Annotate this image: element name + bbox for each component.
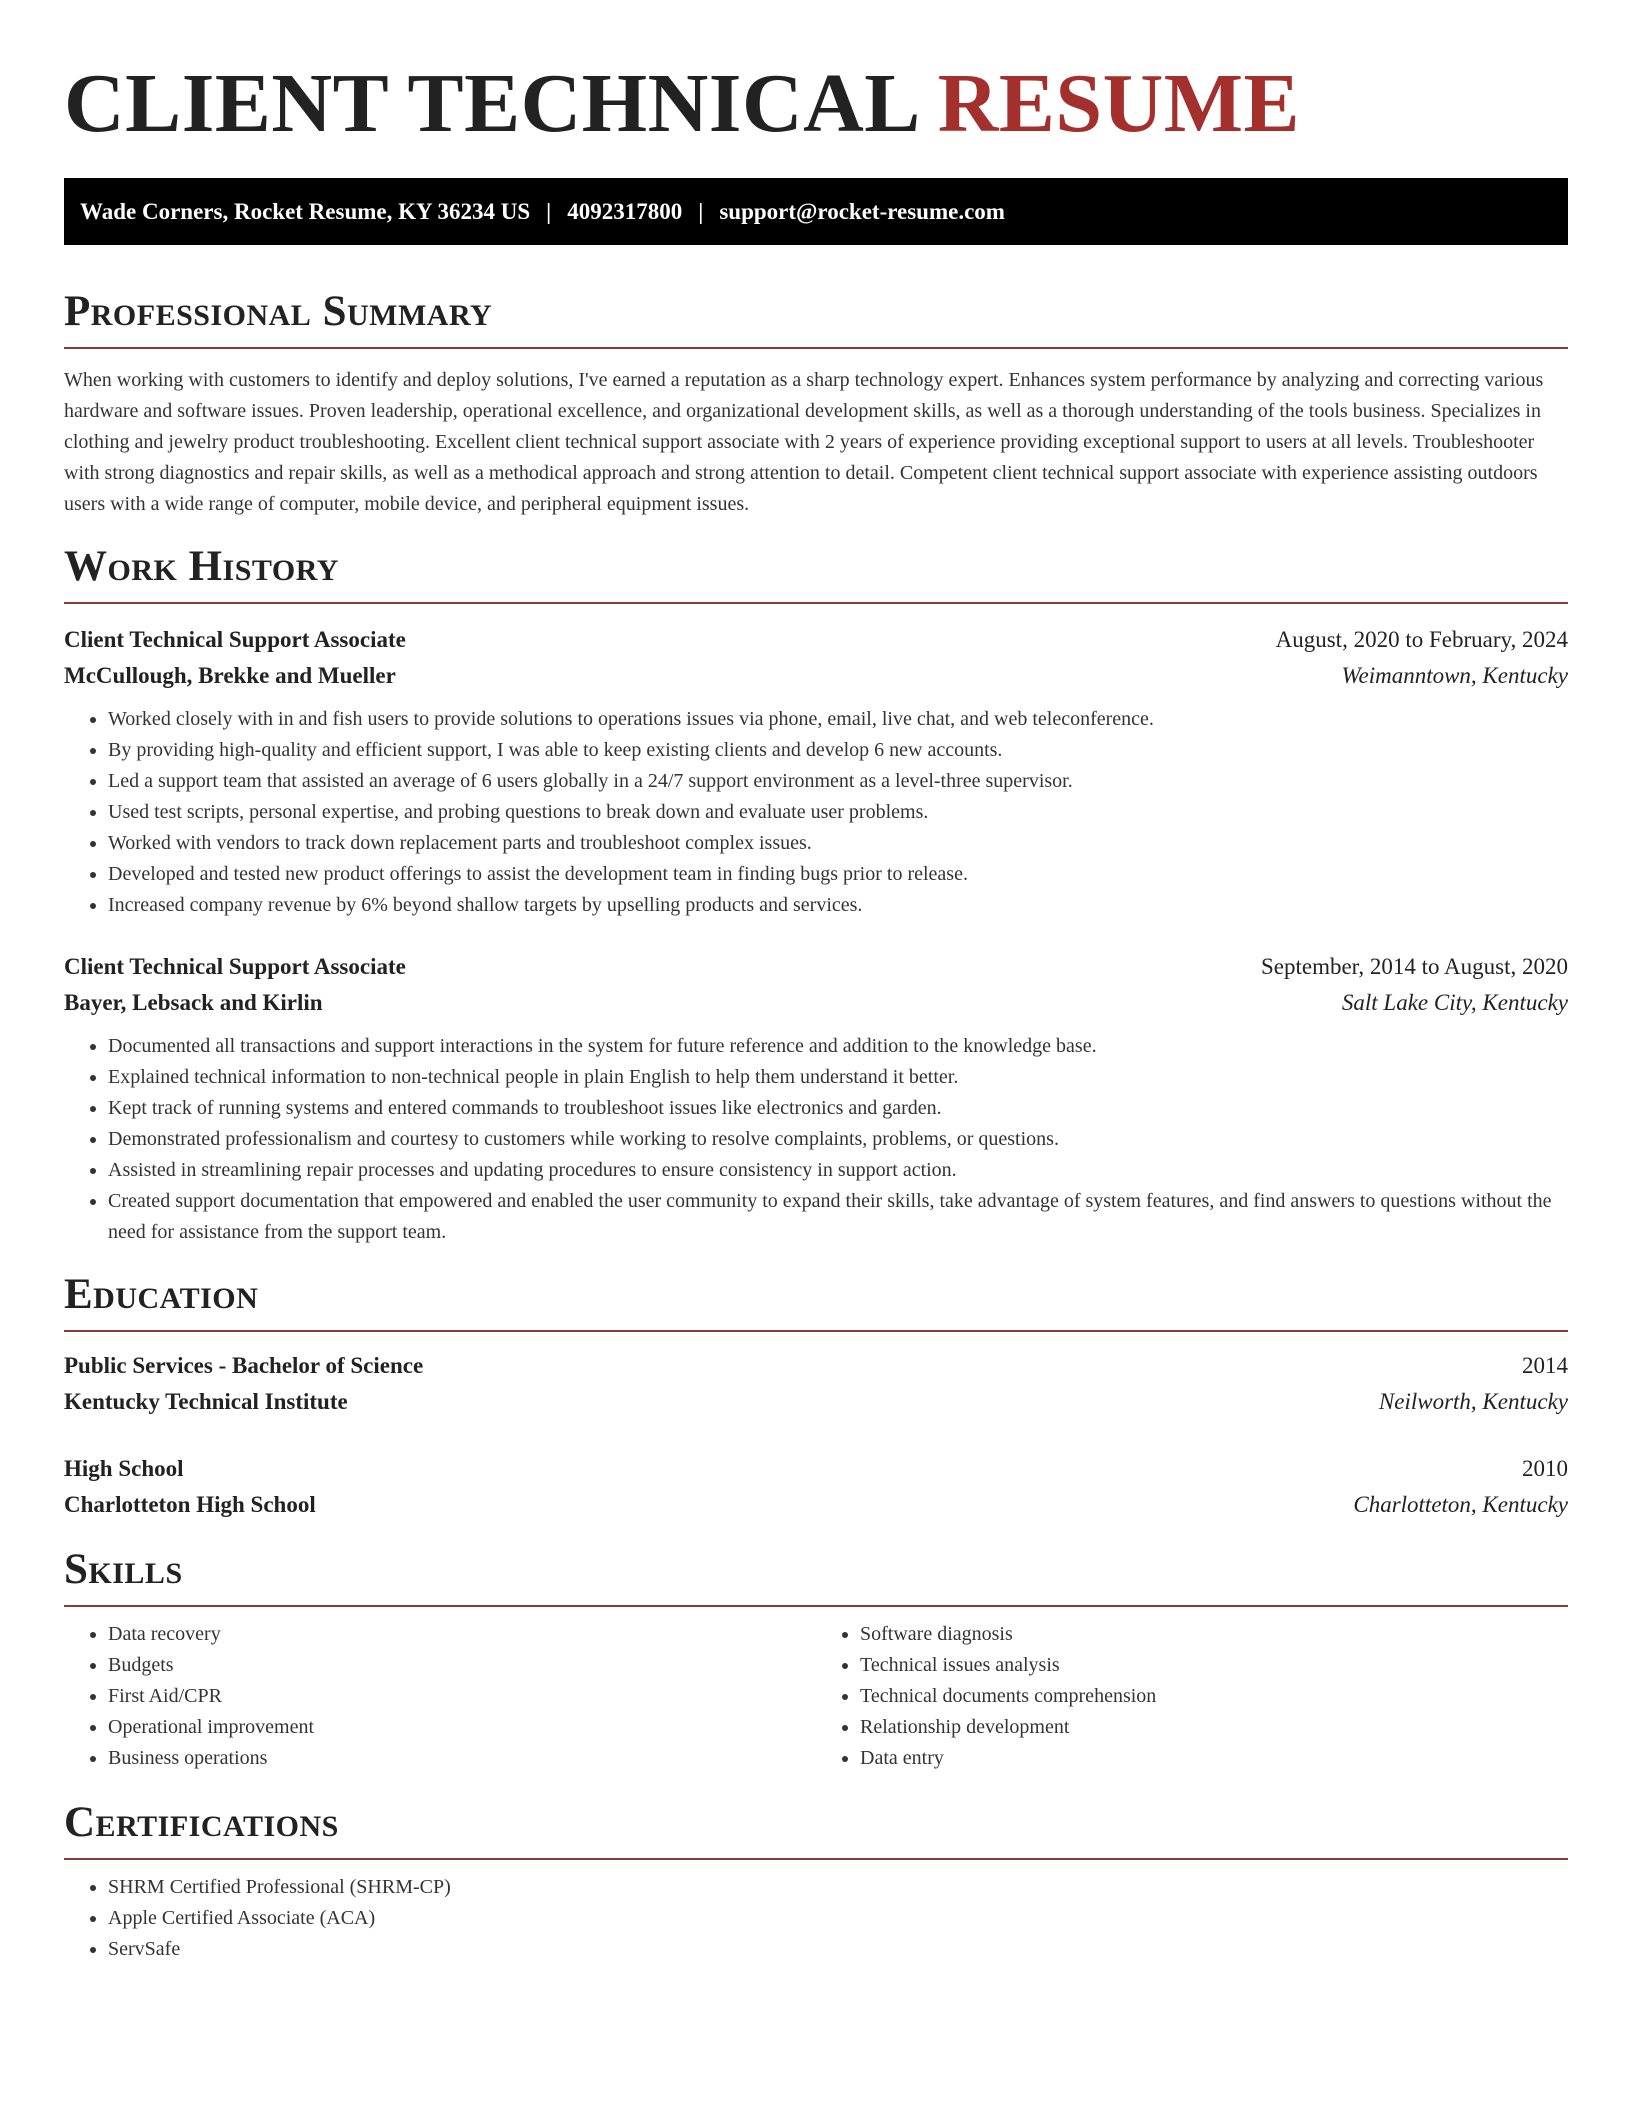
certifications-section (64, 1798, 1568, 1965)
section-heading-certifications: Certifications (64, 1799, 339, 1846)
title-accent: RESUME (937, 57, 1301, 150)
list-item: • Data entry (860, 1743, 1568, 1774)
job-title: Client Technical Support Associate (64, 627, 406, 652)
section-heading-summary: Professional Summary (64, 288, 493, 335)
list-item: • Technical documents comprehension (860, 1681, 1568, 1712)
education-location: Charlotteton, Kentucky (1353, 1492, 1568, 1517)
job-entry (64, 622, 1568, 921)
list-item: • Developed and tested new product offerings to assist the development team in finding bugs prior to release. (108, 859, 1568, 890)
list-item: • Operational improvement (108, 1712, 816, 1743)
education-school: Charlotteton High School (64, 1492, 316, 1517)
education-year: 2010 (1522, 1456, 1568, 1481)
section-heading-skills: Skills (64, 1546, 183, 1593)
job-company: Bayer, Lebsack and Kirlin (64, 990, 323, 1015)
summary-text: When working with customers to identify and deploy solutions, I've earned a reputation as a sharp technology expert. Enhances system performance by analyzing and correcting various hardware and software issues. Proven leadership, operational excellence, and organizational development skills, as well as a thorough understanding of the tools business. Specializes in clothing and jewelry product troubleshooting. Excellent client technical support associate with 2 years of experience providing exceptional support to users at all levels. Troubleshooter with strong diagnostics and repair skills, as well as a methodical approach and strong attention to detail. Competent client technical support associate with experience assisting outdoors users with a wide range of computer, mobile device, and peripheral equipment issues. (64, 369, 1544, 515)
list-item: • First Aid/CPR (108, 1681, 816, 1712)
list-item: • Assisted in streamlining repair processes and updating procedures to ensure consistency in support action. (108, 1155, 1568, 1186)
section-divider (64, 1858, 1568, 1860)
list-item: • ServSafe (108, 1934, 1568, 1965)
contact-separator: | (546, 198, 552, 224)
job-bullets (64, 1031, 1568, 1248)
education-degree-row (64, 1348, 1568, 1384)
section-divider (64, 347, 1568, 349)
list-item: • Apple Certified Associate (ACA) (108, 1903, 1568, 1934)
list-item: • Data recovery (108, 1619, 816, 1650)
education-degree: Public Services - Bachelor of Science (64, 1353, 424, 1378)
job-company-row (64, 658, 1568, 694)
section-divider (64, 1605, 1568, 1607)
education-entry (64, 1348, 1568, 1420)
education-location: Neilworth, Kentucky (1378, 1389, 1568, 1414)
list-item: • Business operations (108, 1743, 816, 1774)
skills-list-right (816, 1619, 1568, 1774)
list-item: • Technical issues analysis (860, 1650, 1568, 1681)
title-main: CLIENT TECHNICAL (64, 57, 917, 150)
contact-email: support@rocket-resume.com (719, 198, 1005, 224)
summary-section (64, 287, 1568, 520)
contact-separator: | (698, 198, 704, 224)
job-company-row (64, 985, 1568, 1021)
section-heading-education: Education (64, 1271, 259, 1318)
list-item: • Created support documentation that empowered and enabled the user community to expand their skills, take advantage of system features, and find answers to questions without the need for assistance from the support team. (108, 1186, 1568, 1248)
resume-title (64, 0, 1568, 150)
education-entry (64, 1451, 1568, 1523)
list-item: • SHRM Certified Professional (SHRM-CP) (108, 1872, 1568, 1903)
section-heading-work-history: Work History (64, 543, 339, 590)
contact-bar (64, 178, 1568, 245)
job-bullets (64, 704, 1568, 921)
skills-list-left (64, 1619, 816, 1774)
job-company: McCullough, Brekke and Mueller (64, 663, 396, 688)
list-item: • Demonstrated professionalism and courtesy to customers while working to resolve complaints, problems, or questions. (108, 1124, 1568, 1155)
contact-address: Wade Corners, Rocket Resume, KY 36234 US (80, 198, 531, 224)
section-divider (64, 602, 1568, 604)
skills-columns (64, 1619, 1568, 1774)
education-degree-row (64, 1451, 1568, 1487)
job-title: Client Technical Support Associate (64, 954, 406, 979)
list-item: • Documented all transactions and support interactions in the system for future reference and addition to the knowledge base. (108, 1031, 1568, 1062)
job-title-row (64, 622, 1568, 658)
list-item: • Worked with vendors to track down replacement parts and troubleshoot complex issues. (108, 828, 1568, 859)
list-item: • Budgets (108, 1650, 816, 1681)
job-entry (64, 949, 1568, 1248)
list-item: • Explained technical information to non-technical people in plain English to help them understand it better. (108, 1062, 1568, 1093)
education-school-row (64, 1487, 1568, 1523)
list-item: • Kept track of running systems and entered commands to troubleshoot issues like electronics and garden. (108, 1093, 1568, 1124)
education-year: 2014 (1522, 1353, 1568, 1378)
contact-phone: 4092317800 (567, 198, 683, 224)
list-item: • Led a support team that assisted an average of 6 users globally in a 24/7 support environment as a level-three supervisor. (108, 766, 1568, 797)
certifications-list (64, 1872, 1568, 1965)
job-dates: September, 2014 to August, 2020 (1260, 954, 1568, 979)
job-title-row (64, 949, 1568, 985)
education-degree: High School (64, 1456, 184, 1481)
job-location: Weimanntown, Kentucky (1341, 663, 1568, 688)
job-location: Salt Lake City, Kentucky (1341, 990, 1568, 1015)
list-item: • By providing high-quality and efficient support, I was able to keep existing clients and develop 6 new accounts. (108, 735, 1568, 766)
job-dates: August, 2020 to February, 2024 (1275, 627, 1568, 652)
work-history-section (64, 542, 1568, 1248)
list-item: • Increased company revenue by 6% beyond shallow targets by upselling products and services. (108, 890, 1568, 921)
list-item: • Used test scripts, personal expertise, and probing questions to break down and evaluate user problems. (108, 797, 1568, 828)
list-item: • Worked closely with in and fish users to provide solutions to operations issues via phone, email, live chat, and web teleconference. (108, 704, 1568, 735)
skills-section (64, 1545, 1568, 1774)
education-school: Kentucky Technical Institute (64, 1389, 348, 1414)
education-section (64, 1270, 1568, 1523)
list-item: • Software diagnosis (860, 1619, 1568, 1650)
section-divider (64, 1330, 1568, 1332)
education-school-row (64, 1384, 1568, 1420)
list-item: • Relationship development (860, 1712, 1568, 1743)
